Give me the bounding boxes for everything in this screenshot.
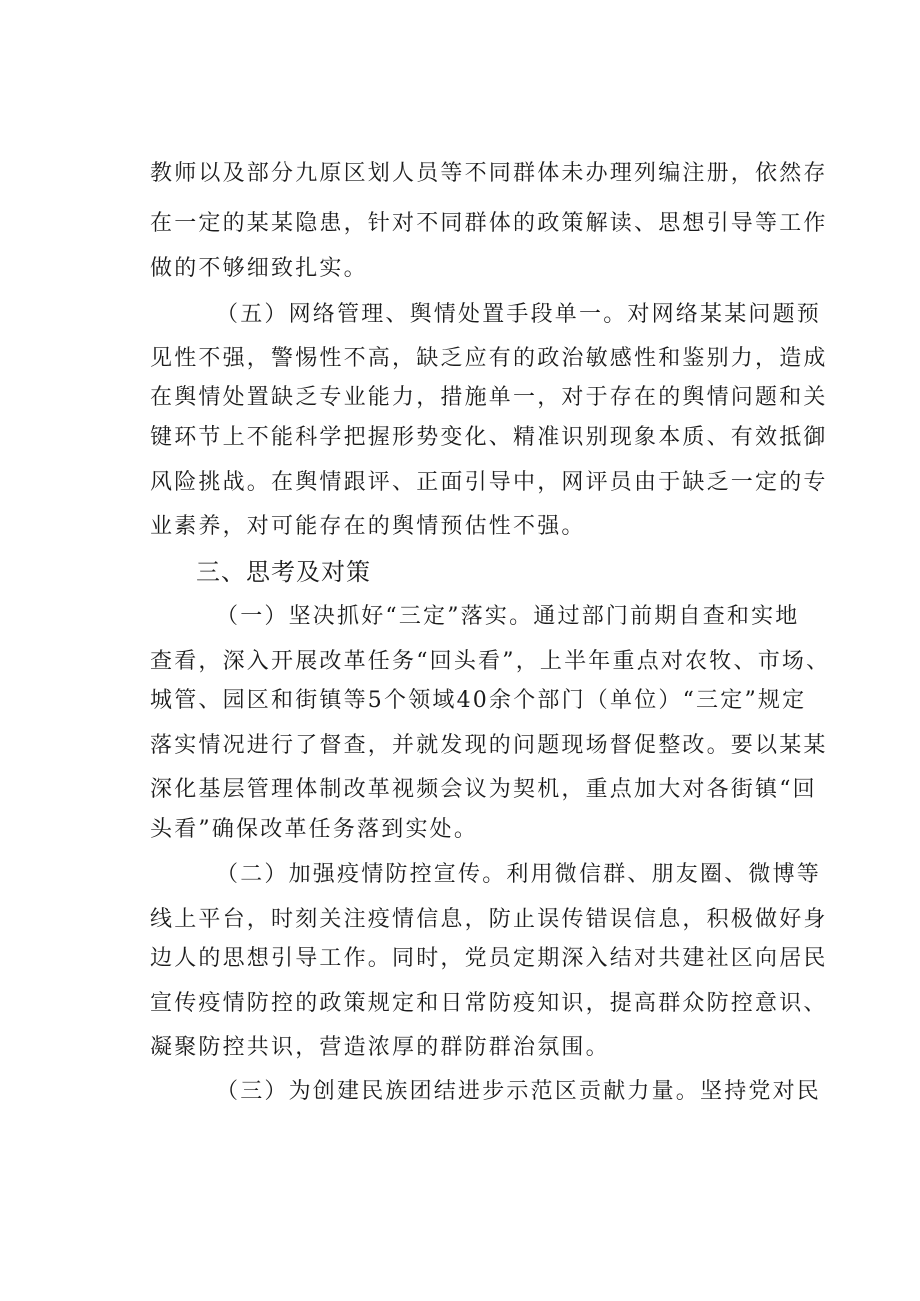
text-line: 键环节上不能科学把握形势变化、精准识别现象本质、有效抵御: [150, 425, 828, 450]
text-line: 在一定的某某隐患，针对不同群体的政策解读、思想引导等工作: [150, 211, 828, 236]
text-line: 城管、园区和街镇等5个领域40余个部门（单位）“三定”规定: [150, 688, 807, 713]
text-line: 头看”确保改革任务落到实处。: [150, 817, 479, 842]
text-line: 宣传疫情防控的政策规定和日常防疫知识，提高群众防控意识、: [150, 991, 828, 1016]
text-line: （一）坚决抓好“三定”落实。通过部门前期自查和实地: [216, 604, 800, 629]
text-line: 深化基层管理体制改革视频会议为契机，重点加大对各街镇“回: [150, 777, 817, 802]
text-line: 风险挑战。在舆情跟评、正面引导中，网评员由于缺乏一定的专: [150, 470, 828, 495]
text-line: 边人的思想引导工作。同时，党员定期深入结对共建社区向居民: [150, 946, 828, 971]
text-line: 落实情况进行了督查，并就发现的问题现场督促整改。要以某某: [150, 733, 828, 758]
section-heading: 三、思考及对策: [196, 558, 371, 586]
text-line: 做的不够细致扎实。: [150, 256, 368, 281]
text-line: 教师以及部分九原区划人员等不同群体未办理列编注册，依然存: [150, 161, 828, 186]
text-line: 查看，深入开展改革任务“回头看”，上半年重点对农牧、市场、: [150, 649, 831, 674]
text-line: 业素养，对可能存在的舆情预估性不强。: [150, 514, 586, 539]
text-line: （二）加强疫情防控宣传。利用微信群、朋友圈、微博等: [216, 862, 822, 887]
text-line: 见性不强，警惕性不高，缺乏应有的政治敏感性和鉴别力，造成: [150, 346, 828, 371]
text-line: （五）网络管理、舆情处置手段单一。对网络某某问题预: [216, 302, 822, 327]
text-line: 在舆情处置缺乏专业能力，措施单一，对于存在的舆情问题和关: [150, 385, 828, 410]
text-line: 凝聚防控共识，营造浓厚的群防群治氛围。: [150, 1035, 610, 1060]
text-line: （三）为创建民族团结进步示范区贡献力量。坚持党对民: [216, 1079, 822, 1104]
text-line: 线上平台，时刻关注疫情信息，防止误传错误信息，积极做好身: [150, 907, 828, 932]
